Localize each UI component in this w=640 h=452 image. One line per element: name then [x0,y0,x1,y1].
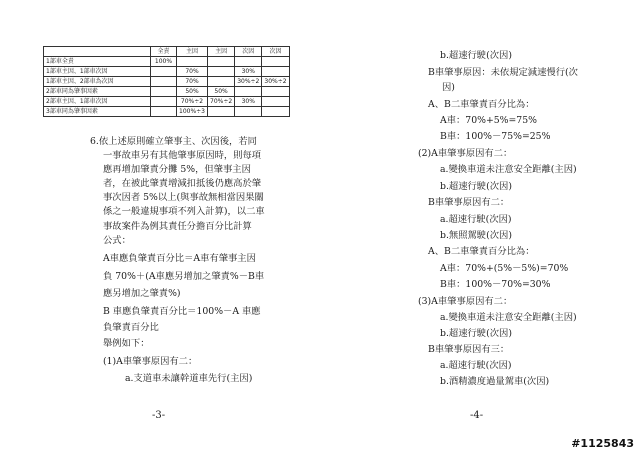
document-id-stamp: #1125843 [571,437,634,450]
body-line: 公式： [103,235,131,246]
body-line: B車：100%－75%=25% [440,131,551,142]
table-cell: 70%÷2 [208,97,235,107]
table-cell: 2部車同為肇事因素 [44,87,151,97]
table-cell [151,87,177,97]
body-line: 者，在被此肇責增減扣抵後仍應高於肇 [103,178,262,189]
table-cell: 100%÷3 [177,107,208,117]
table-cell: 次因 [262,47,289,57]
table-row [44,57,290,67]
body-line: a.變換車道未注意安全距離(主因) [440,164,577,175]
body-line: a.超速行駛(次因) [440,360,512,371]
body-line: b.超速行駛(次因) [440,50,512,61]
body-line: B車：100%－70%=30% [440,279,551,290]
body-line: A車應負肇責百分比＝A車有肇事主因 [103,253,256,264]
table-cell [235,107,262,117]
body-line: B車肇事原因有三： [428,344,510,355]
body-line: a.超速行駛(次因) [440,214,512,225]
table-cell: 50% [177,87,208,97]
body-line: (3)A車肇事原因有二： [418,296,513,307]
table-cell: 3部車同為肇事因素 [44,107,151,117]
table-cell: 次因 [235,47,262,57]
body-line: A、B二車肇責百分比為： [428,246,535,257]
body-line: 6.依上述原則確立肇事主、次因後，若同 [90,136,257,147]
table-cell: 100% [151,57,177,67]
body-line: 事次因者 5%以上(與事故無相當因果關 [103,192,264,203]
table-cell [262,57,289,67]
table-header-row [44,47,290,57]
table-cell [262,107,289,117]
table-cell [151,97,177,107]
table-cell: 70%÷2 [177,97,208,107]
table-cell: 30% [235,67,262,77]
table-cell: 50% [208,87,235,97]
body-line: a.變換車道未注意安全距離(主因) [440,312,577,323]
body-line: 事故案件為例其責任分擔百分比計算 [103,221,252,232]
page-number: -3- [152,410,166,421]
body-line: b.超速行駛(次因) [440,181,512,192]
body-line: b.無照駕駛(次因) [440,230,512,241]
body-line: B車肇事原因：未依規定減速慢行(次 [428,67,578,78]
table-cell [151,77,177,87]
table-cell: 30% [235,97,262,107]
table-row [44,107,290,117]
body-line: a.支道車未讓幹道車先行(主因) [125,373,253,384]
table-cell [44,47,151,57]
table-cell [208,107,235,117]
body-line: 負 70%＋(A車應另增加之肇責%－B車 [103,271,265,282]
table-cell: 2部車主因、1部車次因 [44,97,151,107]
body-line: b.超速行駛(次因) [440,328,512,339]
body-line: B 車應負肇責百分比＝100%－A 車應 [103,306,261,317]
table-cell [151,107,177,117]
table-cell [208,67,235,77]
table-row [44,67,290,77]
body-line: (1)A車肇事原因有二： [103,356,198,367]
table-row [44,77,290,87]
table-cell: 主因 [208,47,235,57]
table-cell: 1部車主因、1部車次因 [44,67,151,77]
body-line: 負肇責百分比 [103,322,159,333]
body-line: 因) [442,82,455,93]
table-cell [151,67,177,77]
body-line: B車肇事原因有二： [428,197,510,208]
body-line: 舉例如下： [103,338,150,349]
table-cell [235,57,262,67]
page-number: -4- [470,410,484,421]
table-cell: 全責 [151,47,177,57]
table-cell: 30%÷2 [235,77,262,87]
body-line: 一事故車另有其他肇事原因時，則每項 [103,150,262,161]
body-line: A、B二車肇責百分比為： [428,99,535,110]
table-cell: 主因 [177,47,208,57]
table-cell [262,67,289,77]
table-row [44,97,290,107]
body-line: A車：70%+(5%－5%)=70% [440,263,569,274]
table-cell: 70% [177,77,208,87]
body-line: b.酒精濃度過量駕車(次因) [440,376,550,387]
table-cell [262,97,289,107]
body-line: 係之一般違規事項不列入計算)，以二車 [103,206,265,217]
body-line: A車：70%+5%=75% [440,115,537,126]
table-cell [235,87,262,97]
right-page [320,0,640,452]
body-line: 應再增加肇責分攤 5%，但肇事主因 [103,164,251,175]
table-cell: 30%÷2 [262,77,289,87]
body-line: (2)A車肇事原因有二： [418,148,513,159]
body-line: 應另增加之肇責%) [103,288,181,299]
table-cell: 70% [177,67,208,77]
responsibility-table [43,46,290,117]
table-cell [177,57,208,67]
table-cell [208,57,235,67]
table-cell: 1部車全責 [44,57,151,67]
table-row [44,87,290,97]
table-cell [208,77,235,87]
table-cell: 1部車主因、2部車為次因 [44,77,151,87]
table-cell [262,87,289,97]
